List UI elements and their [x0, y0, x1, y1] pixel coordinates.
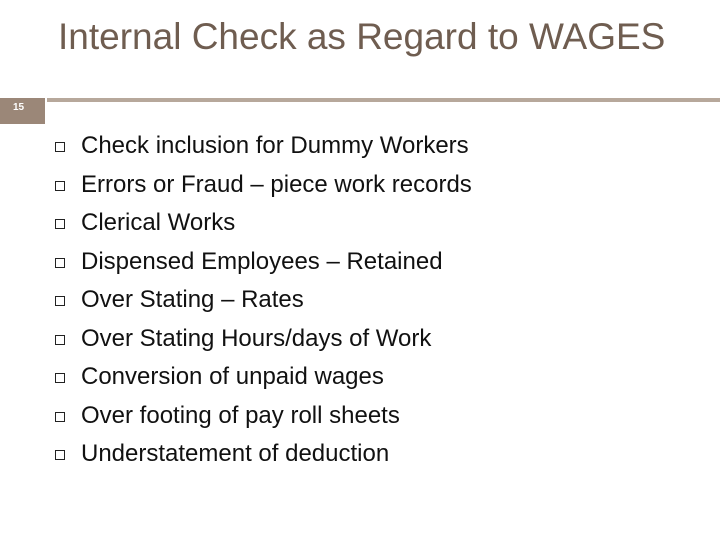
square-bullet-icon	[55, 412, 65, 422]
bullet-item	[55, 281, 472, 320]
bullet-item	[55, 204, 472, 243]
square-bullet-icon	[55, 258, 65, 268]
square-bullet-icon	[55, 335, 65, 345]
square-bullet-icon	[55, 450, 65, 460]
square-bullet-icon	[55, 142, 65, 152]
bullet-item	[55, 397, 472, 436]
bullet-item	[55, 435, 472, 474]
bullet-item	[55, 127, 472, 166]
square-bullet-icon	[55, 219, 65, 229]
square-bullet-icon	[55, 373, 65, 383]
title-divider	[47, 98, 720, 102]
slide-number-badge	[0, 98, 45, 124]
bullet-text: Dispensed Employees – Retained	[81, 247, 443, 275]
square-bullet-icon	[55, 181, 65, 191]
slide-title: Internal Check as Regard to WAGES	[58, 16, 666, 57]
bullet-text: Errors or Fraud – piece work records	[81, 170, 472, 198]
bullet-item	[55, 166, 472, 205]
bullet-item	[55, 358, 472, 397]
bullet-text: Understatement of deduction	[81, 440, 390, 468]
slide-number: 15	[13, 102, 25, 113]
bullet-item	[55, 243, 472, 282]
bullet-text: Over Stating – Rates	[81, 286, 304, 314]
square-bullet-icon	[55, 296, 65, 306]
bullet-text: Conversion of unpaid wages	[81, 363, 384, 391]
bullet-text: Over footing of pay roll sheets	[81, 401, 400, 429]
bullet-text: Check inclusion for Dummy Workers	[81, 132, 469, 160]
bullet-text: Over Stating Hours/days of Work	[81, 324, 432, 352]
bullet-text: Clerical Works	[81, 209, 236, 237]
bullet-list	[55, 127, 472, 474]
bullet-item	[55, 320, 472, 359]
